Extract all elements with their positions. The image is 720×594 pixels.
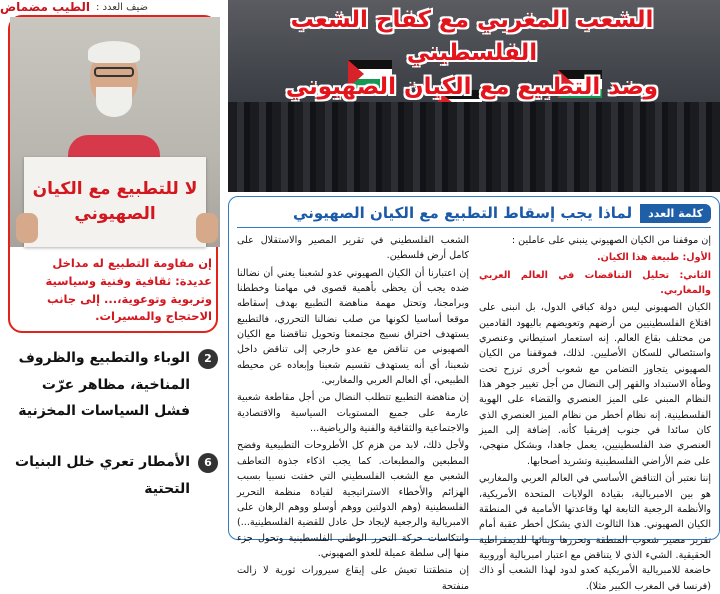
guest-box — [8, 15, 218, 333]
article-header — [237, 201, 711, 225]
toc-title: الأمطار تعري خلل البنيات التحتية — [15, 454, 190, 497]
toc-number: 2 — [198, 349, 218, 369]
guest-glasses — [94, 67, 134, 77]
article-paragraph: الثاني: تحليل التناقضات في العالم العربي والمغاربي. — [479, 269, 711, 297]
guest-quote: إن مقاومة التطبيع له مداخل عديدة: ثقافية وفنية وسياسية وتربوية وتوعوية،... إلى جانب الاحتجاج والمسيرات. — [45, 256, 212, 324]
toc-item[interactable] — [8, 449, 218, 502]
article-paragraph: الكيان الصهيوني ليس دولة كباقي الدول، بل انبنى على اقتلاع الفلسطينيين من أرضهم وتعويضهم باليهود القادمين من مختلف بقاع العالم. إنه استعمار استيطاني وعنصري واستئصالي للسكان الأصليين. لذلك، فموقفنا من الكيان الصهيوني يتجاوز التضامن مع شعوب أخرى ترزح تحت وطأة الاستبداد والقهر إلى النضال من أجل تغيير جوهر هذا النظام المبني على الميز العنصري والقضاء على الهوية الفلسطينية. إنه نظام أخطر من نظام الميز العنصري الذي كان سائدا في جنوب إفريقيا كأنه. إضافة إلى الميز العنصري ضد الفلسطينيين، يعمل جاهدا، وبشكل منهجي، على ضم الأراضي الفلسطينية وتشريد أصحابها. — [479, 302, 711, 467]
left-column — [0, 0, 225, 540]
guest-photo — [10, 17, 220, 247]
hero-photo — [228, 0, 720, 192]
table-of-contents — [8, 345, 218, 502]
toc-item[interactable] — [8, 345, 218, 445]
guest-beard — [96, 87, 132, 117]
article-paragraph: إننا نعتبر أن التناقض الأساسي في العالم العربي والمغاربي هو بين الامبريالية، بقيادة الولايات المتحدة الأمريكية، والأنظمة الرجعية التابعة لها وقاعدتها الأمامية في المنطقة الكيان الصهيوني. هذا الثالوث الذي يشكل أخطر عقبة أمام تقرير مصير شعوب المنطقة وتحررها وبنائها للديمقراطية الحقيقية. الشيء الذي لا يتناقض مع اعتبار امبريالية أوروبية خاضعة للامبريالية الأمريكية كعدو لدود لهذا الشعب أو ذاك (فرنسا في المغرب الكبير مثلا). — [479, 473, 711, 592]
article-paragraph: إن منطقتنا تعيش على إيقاع سيرورات ثورية لا زالت منفتحة — [237, 565, 469, 592]
protest-sign — [24, 157, 206, 247]
guest-hair — [88, 41, 140, 63]
article-paragraph: إن اعتبارنا أن الكيان الصهيوني عدو لشعبنا يعني أن نضالنا ضده يجب أن يحظى بأهمية قصوى في مهامنا وخططنا وبرامجنا، وتحتل مهمة مناهضة التطبيع بهدف إسقاطه موقعا أساسيا لكونها من صلب نضالنا التحرري، فالتطبيع يستهدف اختراق نسيج مجتمعنا وتحويل تناقضنا مع الكيان الصهيوني من تناقض مع عدو خارجي إلى تناقض داخل شعبنا، أي أنه يستهدف تقسيم شعبنا وإبعاده عن محيطه الطبيعي، أي العالم العربي والمغاربي. — [237, 267, 469, 387]
guest-name: الطيب مضماض — [0, 0, 91, 14]
crowd — [228, 102, 720, 192]
editorial-article — [228, 196, 720, 592]
article-paragraph: الأول: طبيعة هذا الكيان. — [597, 252, 711, 264]
hero-title-line2: وضد التطبيع مع الكيان الصهيوني — [285, 73, 659, 100]
hero-title-line1: الشعب المغربي مع كفاح الشعب الفلسطيني — [290, 7, 654, 67]
article-column-left — [237, 233, 469, 592]
article-columns — [237, 233, 711, 592]
guest-label: ضيف العدد : — [96, 1, 148, 13]
article-paragraph: إن مناهضة التطبيع تتطلب النضال من أجل مقاطعة شعبية عارمة على جميع المستويات السياسية والاقتصادية والاجتماعية والثقافية والفنية والرياضية... — [237, 392, 469, 435]
left-hand — [16, 213, 38, 243]
section-tag: كلمة العدد — [640, 204, 711, 223]
sign-text: لا للتطبيع مع الكيان الصهيوني — [32, 178, 198, 224]
main-column — [228, 0, 720, 592]
article-paragraph: الشعب الفلسطيني في تقرير المصير والاستقلال على كامل أرض فلسطين. — [237, 235, 469, 262]
article-paragraph: إن موقفنا من الكيان الصهيوني ينبني على عاملين : — [511, 235, 711, 246]
divider — [237, 227, 711, 228]
article-paragraph: ولأجل ذلك، لابد من هزم كل الأطروحات التطبيعية وفضح المطبعين والمطبعات. كما يجب اذكاء جذوة التعاطف الشعبي مع الشعب الفلسطيني التي خفتت نسبيا بسبب الهزائم والأخطاء الاستراتيجية لقيادة منظمة التحرير الفلسطينية (وهم الدولتين ووهم أوسلو ووهم الرهان على الامبريالية والرجعية لإيجاد حل عادل للقضية الفلسطينية...) وانتكاسات حركة التحرر الوطني الفلسطينية وتحول جزء منها إلى سلطة عميلة للعدو الصهيوني. — [237, 440, 469, 559]
article-column-right — [479, 233, 711, 592]
toc-number: 6 — [198, 453, 218, 473]
toc-title: الوباء والتطبيع والظروف المناخية، مظاهر عرّت فشل السياسات المخزنية — [18, 350, 190, 420]
article-title: لماذا يجب إسقاط التطبيع مع الكيان الصهيوني — [293, 204, 633, 222]
guest-bar — [0, 0, 225, 14]
hero-title — [232, 4, 712, 104]
right-hand — [196, 213, 218, 243]
